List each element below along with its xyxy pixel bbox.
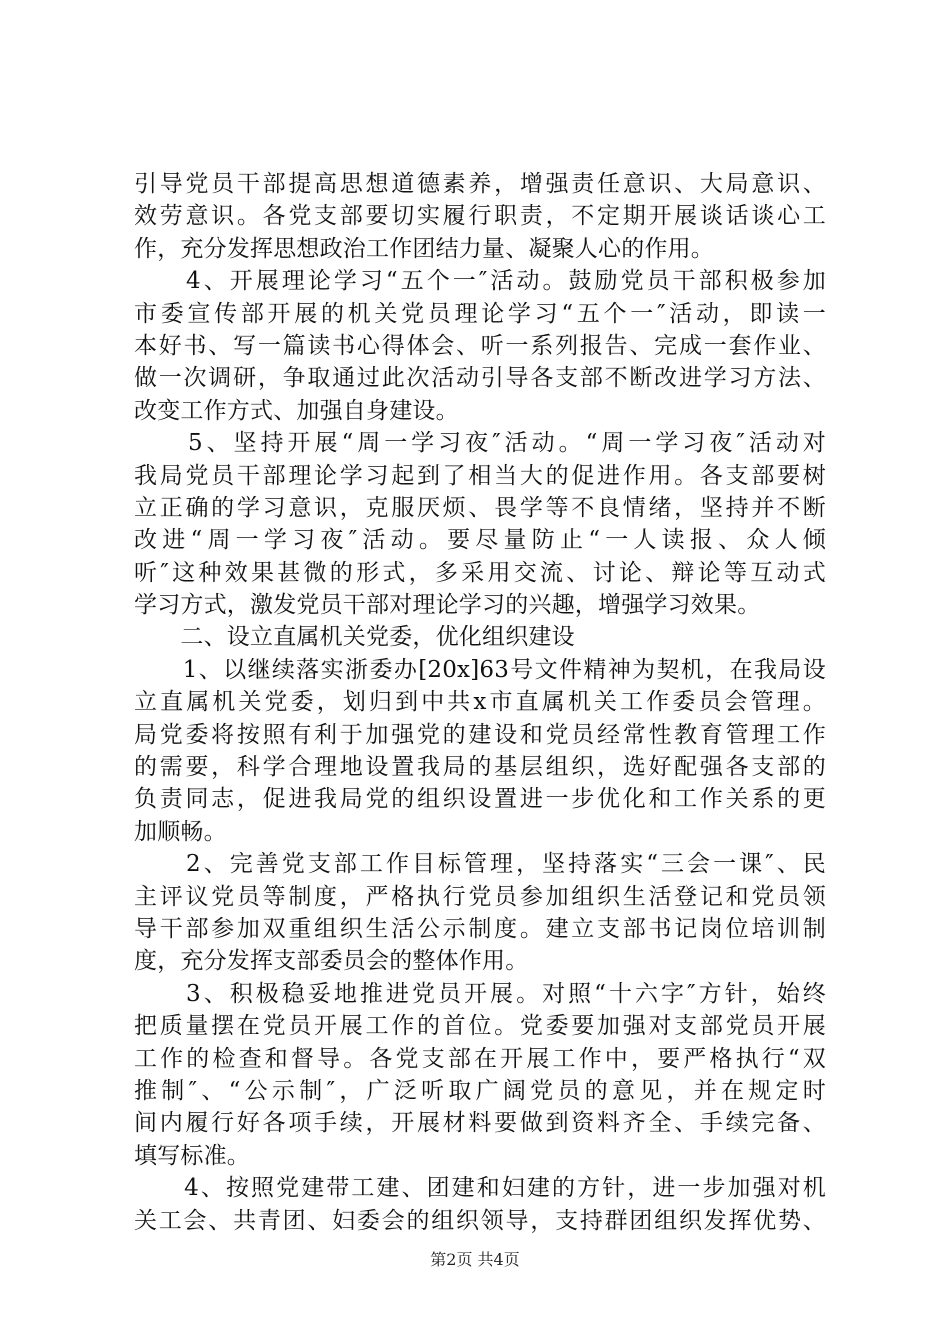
text-line: 立直属机关党委，划归到中共x市直属机关工作委员会管理。 <box>134 689 826 716</box>
text-line: 填写标准。 <box>134 1142 250 1169</box>
page-footer: 第2页 共4页 <box>430 1250 520 1269</box>
text-line: 二、设立直属机关党委，优化组织建设 <box>134 624 575 651</box>
text-line: 的需要，科学合理地设置我局的基层组织，选好配强各支部的 <box>134 754 826 781</box>
text-line: 度，充分发挥支部委员会的整体作用。 <box>134 948 529 975</box>
text-line: 负责同志，促进我局党的组织设置进一步优化和工作关系的更 <box>134 786 826 813</box>
text-line: 加顺畅。 <box>134 818 227 845</box>
text-line: 效劳意识。各党支部要切实履行职责，不定期开展谈话谈心工 <box>134 203 826 230</box>
text-line: 关工会、共青团、妇委会的组织领导，支持群团组织发挥优势、 <box>134 1207 826 1234</box>
text-line: 我局党员干部理论学习起到了相当大的促进作用。各支部要树 <box>134 462 826 489</box>
text-line: 改变工作方式、加强自身建设。 <box>134 397 459 424</box>
text-line: 立正确的学习意识，克服厌烦、畏学等不良情绪，坚持并不断 <box>134 494 826 521</box>
text-line: 3、积极稳妥地推进党员开展。对照“十六字″方针，始终 <box>134 980 826 1007</box>
text-line: 间内履行好各项手续，开展材料要做到资料齐全、手续完备、 <box>134 1110 826 1137</box>
text-line: 5、坚持开展“周一学习夜″活动。“周一学习夜″活动对 <box>134 430 826 457</box>
text-line: 导干部参加双重组织生活公示制度。建立支部书记岗位培训制 <box>134 915 826 942</box>
text-line: 市委宣传部开展的机关党员理论学习“五个一″活动，即读一 <box>134 300 826 327</box>
text-line: 把质量摆在党员开展工作的首位。党委要加强对支部党员开展 <box>134 1013 826 1040</box>
text-line: 4、开展理论学习“五个一″活动。鼓励党员干部积极参加 <box>134 268 826 295</box>
text-line: 听″这种效果甚微的形式，多采用交流、讨论、辩论等互动式 <box>134 559 826 586</box>
text-line: 作，充分发挥思想政治工作团结力量、凝聚人心的作用。 <box>134 235 714 262</box>
text-line: 1、以继续落实浙委办[20x]63号文件精神为契机，在我局设 <box>134 656 826 683</box>
text-line: 做一次调研，争取通过此次活动引导各支部不断改进学习方法、 <box>134 365 826 392</box>
body-text <box>134 168 826 1237</box>
text-line: 工作的检查和督导。各党支部在开展工作中，要严格执行“双 <box>134 1045 826 1072</box>
text-line: 学习方式，激发党员干部对理论学习的兴趣，增强学习效果。 <box>134 592 761 619</box>
text-line: 主评议党员等制度，严格执行党员参加组织生活登记和党员领 <box>134 883 826 910</box>
text-line: 本好书、写一篇读书心得体会、听一系列报告、完成一套作业、 <box>134 332 826 359</box>
text-line: 局党委将按照有利于加强党的建设和党员经常性教育管理工作 <box>134 721 826 748</box>
text-line: 改进“周一学习夜″活动。要尽量防止“一人读报、众人倾 <box>134 527 826 554</box>
text-line: 引导党员干部提高思想道德素养，增强责任意识、大局意识、 <box>134 171 826 197</box>
text-line: 推制″、“公示制″，广泛听取广阔党员的意见，并在规定时 <box>134 1077 826 1104</box>
text-line: 4、按照党建带工建、团建和妇建的方针，进一步加强对机 <box>134 1175 826 1202</box>
text-line: 2、完善党支部工作目标管理，坚持落实“三会一课″、民 <box>134 851 826 878</box>
